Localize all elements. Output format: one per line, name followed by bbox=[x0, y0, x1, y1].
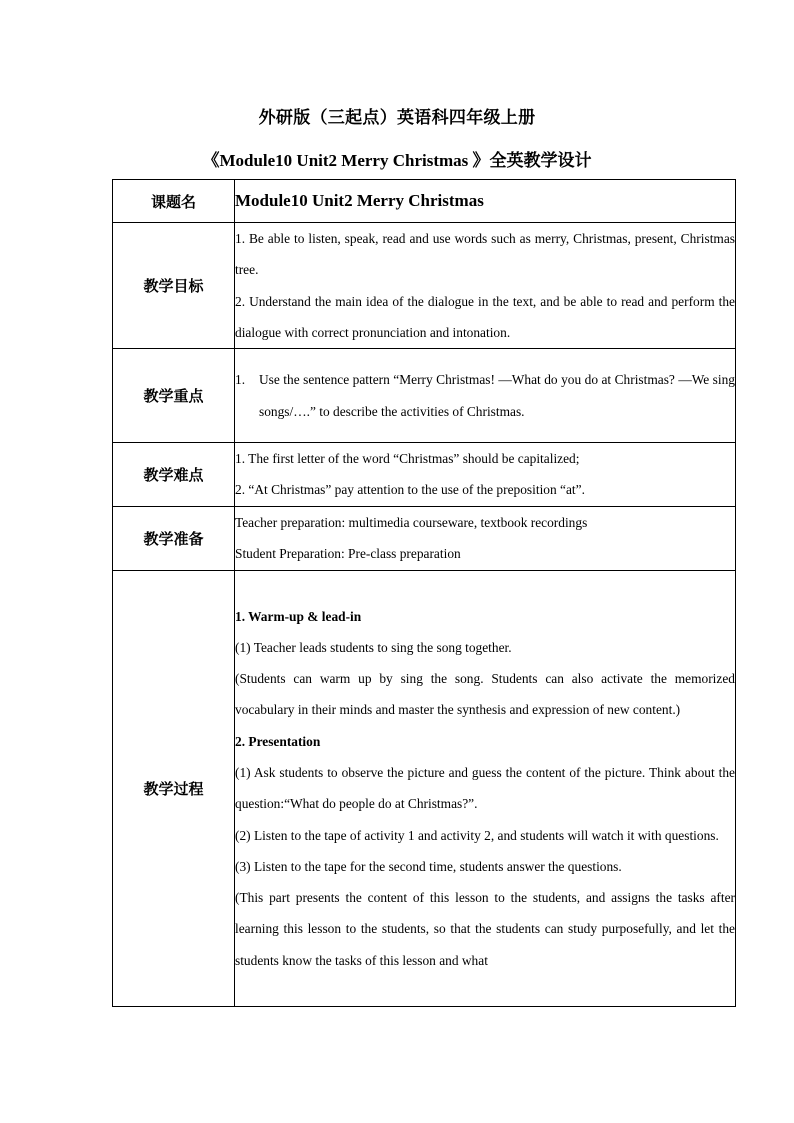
topic-value: Module10 Unit2 Merry Christmas bbox=[235, 191, 484, 210]
process-cell bbox=[235, 570, 736, 1006]
topic-label: 课题名 bbox=[113, 180, 235, 223]
difficulty-item: 2. “At Christmas” pay attention to the use of the preposition “at”. bbox=[235, 482, 585, 498]
preparation-item: Teacher preparation: multimedia courseware, textbook recordings bbox=[235, 514, 588, 530]
difficulties-cell bbox=[235, 443, 736, 507]
section-heading: 1. Warm-up & lead-in bbox=[235, 608, 362, 624]
process-paragraph: (1) Teacher leads students to sing the song together. bbox=[235, 639, 512, 655]
preparation-item: Student Preparation: Pre-class preparation bbox=[235, 546, 461, 562]
topic-cell bbox=[235, 180, 736, 223]
key-points-label: 教学重点 bbox=[113, 349, 235, 443]
key-point-item bbox=[235, 364, 735, 427]
table-row-objectives bbox=[113, 223, 736, 349]
process-paragraph: (1) Ask students to observe the picture and guess the content of the picture. Think about the question:“What do people do at Christmas?”. bbox=[235, 764, 735, 812]
key-points-cell bbox=[235, 349, 736, 443]
objectives-cell bbox=[235, 223, 736, 349]
process-paragraph: (This part presents the content of this lesson to the students, and assigns the tasks after learning this lesson to the students, so that the students can study purposefully, and let the students know the tasks of this lesson and what bbox=[235, 890, 735, 968]
table-row-topic bbox=[113, 180, 736, 223]
process-paragraph: (Students can warm up by sing the song. Students can also activate the memorized vocabulary in their minds and master the synthesis and expression of new content.) bbox=[235, 671, 735, 718]
difficulty-item: 1. The first letter of the word “Christmas” should be capitalized; bbox=[235, 451, 580, 467]
process-paragraph: (2) Listen to the tape of activity 1 and activity 2, and students will watch it with questions. bbox=[235, 827, 719, 843]
table-row-difficulties bbox=[113, 443, 736, 507]
objective-item: 2. Understand the main idea of the dialogue in the text, and be able to read and perform the dialogue with correct pronunciation and intonation. bbox=[235, 293, 735, 340]
difficulties-label: 教学难点 bbox=[113, 443, 235, 507]
process-label: 教学过程 bbox=[113, 570, 235, 1006]
document-title: 外研版（三起点）英语科四年级上册 bbox=[258, 108, 536, 127]
objective-item: 1. Be able to listen, speak, read and use words such as merry, Christmas, present, Christmas tree. bbox=[235, 231, 735, 278]
section-heading: 2. Presentation bbox=[235, 733, 321, 749]
process-paragraph: (3) Listen to the tape for the second time, students answer the questions. bbox=[235, 858, 622, 874]
key-point-number: 1. bbox=[235, 372, 246, 388]
table-row-preparation bbox=[113, 506, 736, 570]
preparation-label: 教学准备 bbox=[113, 506, 235, 570]
objectives-label: 教学目标 bbox=[113, 223, 235, 349]
preparation-cell bbox=[235, 506, 736, 570]
key-point-text: Use the sentence pattern “Merry Christmas! —What do you do at Christmas? —We sing songs/….” to describe the activities of Christmas. bbox=[259, 372, 735, 419]
table-row-process bbox=[113, 570, 736, 1006]
table-row-key-points bbox=[113, 349, 736, 443]
document-subtitle: 《Module10 Unit2 Merry Christmas 》全英教学设计 bbox=[202, 151, 592, 170]
lesson-plan-table bbox=[112, 179, 736, 1007]
